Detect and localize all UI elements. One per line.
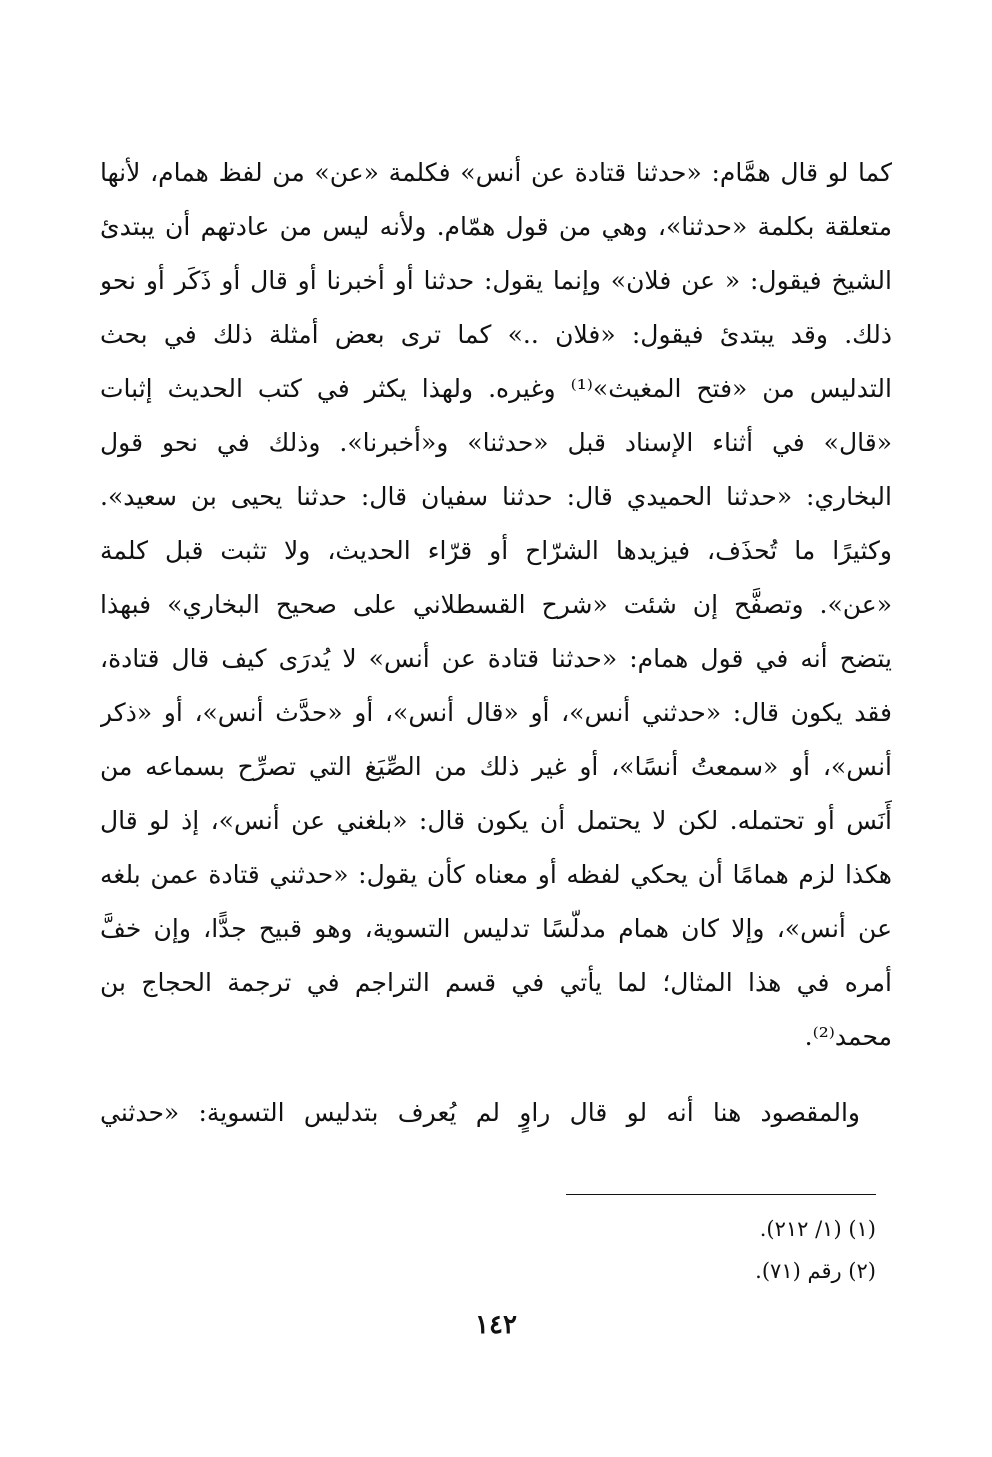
page-number: ١٤٢ [475,1310,517,1340]
text-line: «قال» في أثناء الإسناد قبل «حدثنا» و«أخبرنا». وذلك في نحو قول [100,428,892,457]
main-paragraph [100,146,892,1064]
text-line: هكذا لزم همامًا أن يحكي لفظه أو معناه كأن يقول: «حدثني قتادة عمن بلغه [100,860,892,889]
text-line: يتضح أنه في قول همام: «حدثنا قتادة عن أنس» لا يُدرَى كيف قال قتادة، [100,644,892,673]
text-line: فقد يكون قال: «حدثني أنس»، أو «قال أنس»، أو «حدَّث أنس»، أو «ذكر [100,698,892,727]
text-line: «عن». وتصفَّح إن شئت «شرح القسطلاني على صحيح البخاري» فبهذا [100,590,892,619]
text-line: والمقصود هنا أنه لو قال راوٍ لم يُعرف بتدليس التسوية: «حدثني [100,1098,860,1127]
footnotes [500,1208,876,1292]
text-line: عن أنس»، وإلا كان همام مدلّسًا تدليس التسوية، وهو قبيح جدًّا، وإن خفَّ [100,914,892,943]
footnote-2: (٢) رقم (٧١). [755,1259,876,1283]
second-paragraph [100,1086,860,1140]
text-line: أَنَس أو تحتمله. لكن لا يحتمل أن يكون قال: «بلغني عن أنس»، إذ لو قال [100,806,892,835]
text-line: البخاري: «حدثنا الحميدي قال: حدثنا سفيان قال: حدثنا يحيى بن سعيد». [100,482,892,511]
footnote-1: (١) (١/ ٢١٢). [759,1217,876,1241]
text-line: أمره في هذا المثال؛ لما يأتي في قسم التراجم في ترجمة الحجاج بن [100,968,892,997]
text-line: ذلك. وقد يبتدئ فيقول: «فلان ..» كما ترى بعض أمثلة ذلك في بحث [100,320,892,349]
text-line: كما لو قال همَّام: «حدثنا قتادة عن أنس» فكلمة «عن» من لفظ همام، لأنها [100,158,892,187]
text-line: الشيخ فيقول: « عن فلان» وإنما يقول: حدثنا أو أخبرنا أو قال أو ذَكَر أو نحو [100,266,892,295]
text-line: محمد⁽²⁾. [804,1022,892,1051]
text-line: متعلقة بكلمة «حدثنا»، وهي من قول همّام. ولأنه ليس من عادتهم أن يبتدئ [100,212,892,241]
text-line: التدليس من «فتح المغيث»⁽¹⁾ وغيره. ولهذا يكثر في كتب الحديث إثبات [100,374,892,403]
text-line: وكثيرًا ما تُحذَف، فيزيدها الشرّاح أو قرّاء الحديث، ولا تثبت قبل كلمة [100,536,892,565]
text-line: أنس»، أو «سمعتُ أنسًا»، أو غير ذلك من الصِّيَغ التي تصرِّح بسماعه من [100,752,892,781]
footnote-separator [566,1194,876,1195]
